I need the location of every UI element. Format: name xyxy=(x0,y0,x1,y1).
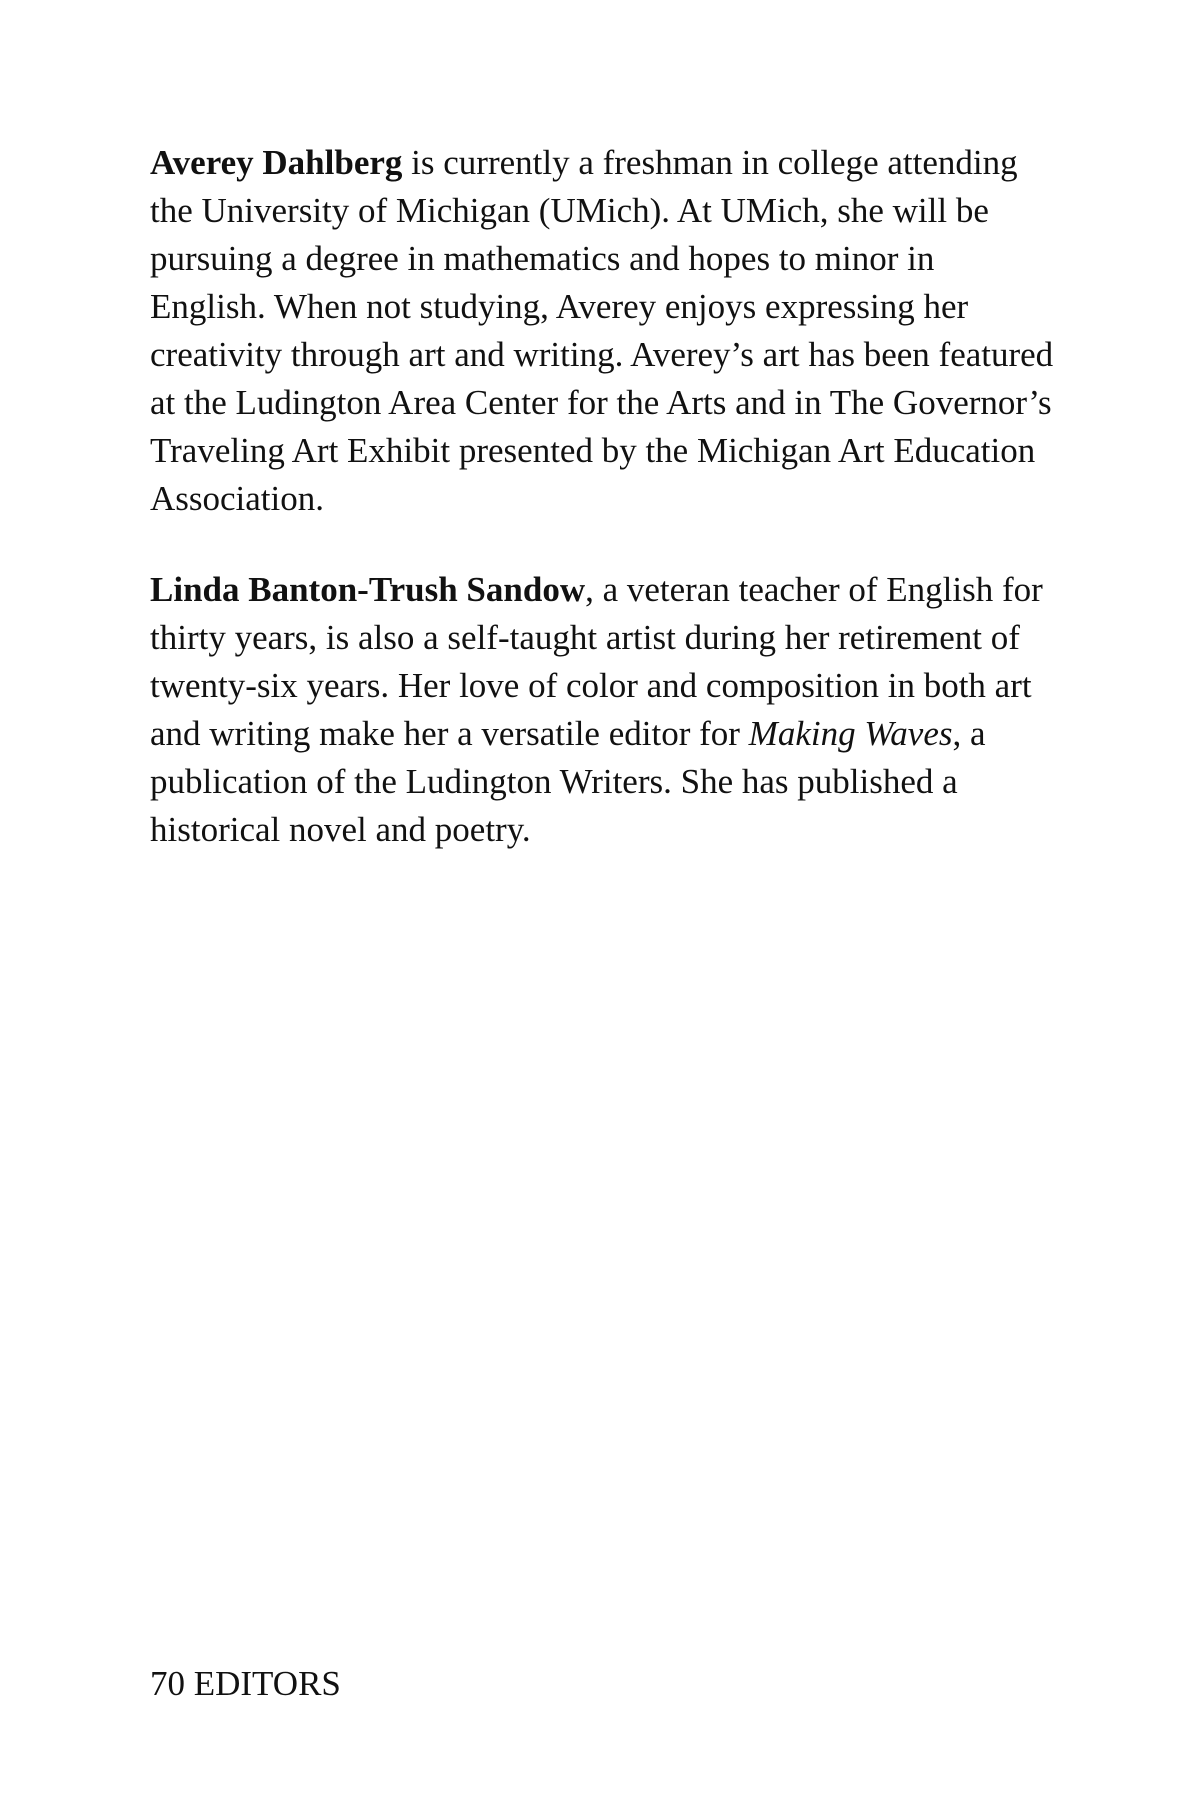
bio-name: Averey Dahlberg xyxy=(150,143,403,182)
bio-text: , a veteran teacher of English for thirty years, is also a self-taught artist during her retirement of twenty-six years. Her love of color and composition in both art and writing make her a versatile editor for xyxy=(150,570,1043,753)
page-number: 70 xyxy=(150,1664,185,1703)
bio-averey-dahlberg xyxy=(150,139,1055,523)
bio-linda-banton-trush-sandow xyxy=(150,566,1055,854)
section-title: EDITORS xyxy=(193,1664,341,1703)
publication-title: Making Waves xyxy=(748,714,953,753)
bio-text: , a publication of the Ludington Writers. She has published a historical novel and poetry. xyxy=(150,714,986,849)
page-footer xyxy=(150,1660,341,1708)
bio-text: is currently a freshman in college attending the University of Michigan (UMich). At UMich, she will be pursuing a degree in mathematics and hopes to minor in English. When not studying, Averey enjoys expressing her creativity through art and writing. Averey’s art has been featured at the Ludington Area Center for the Arts and in The Governor’s Traveling Art Exhibit presented by the Michigan Art Education Association. xyxy=(150,143,1054,518)
bio-name: Linda Banton-Trush Sandow xyxy=(150,570,586,609)
